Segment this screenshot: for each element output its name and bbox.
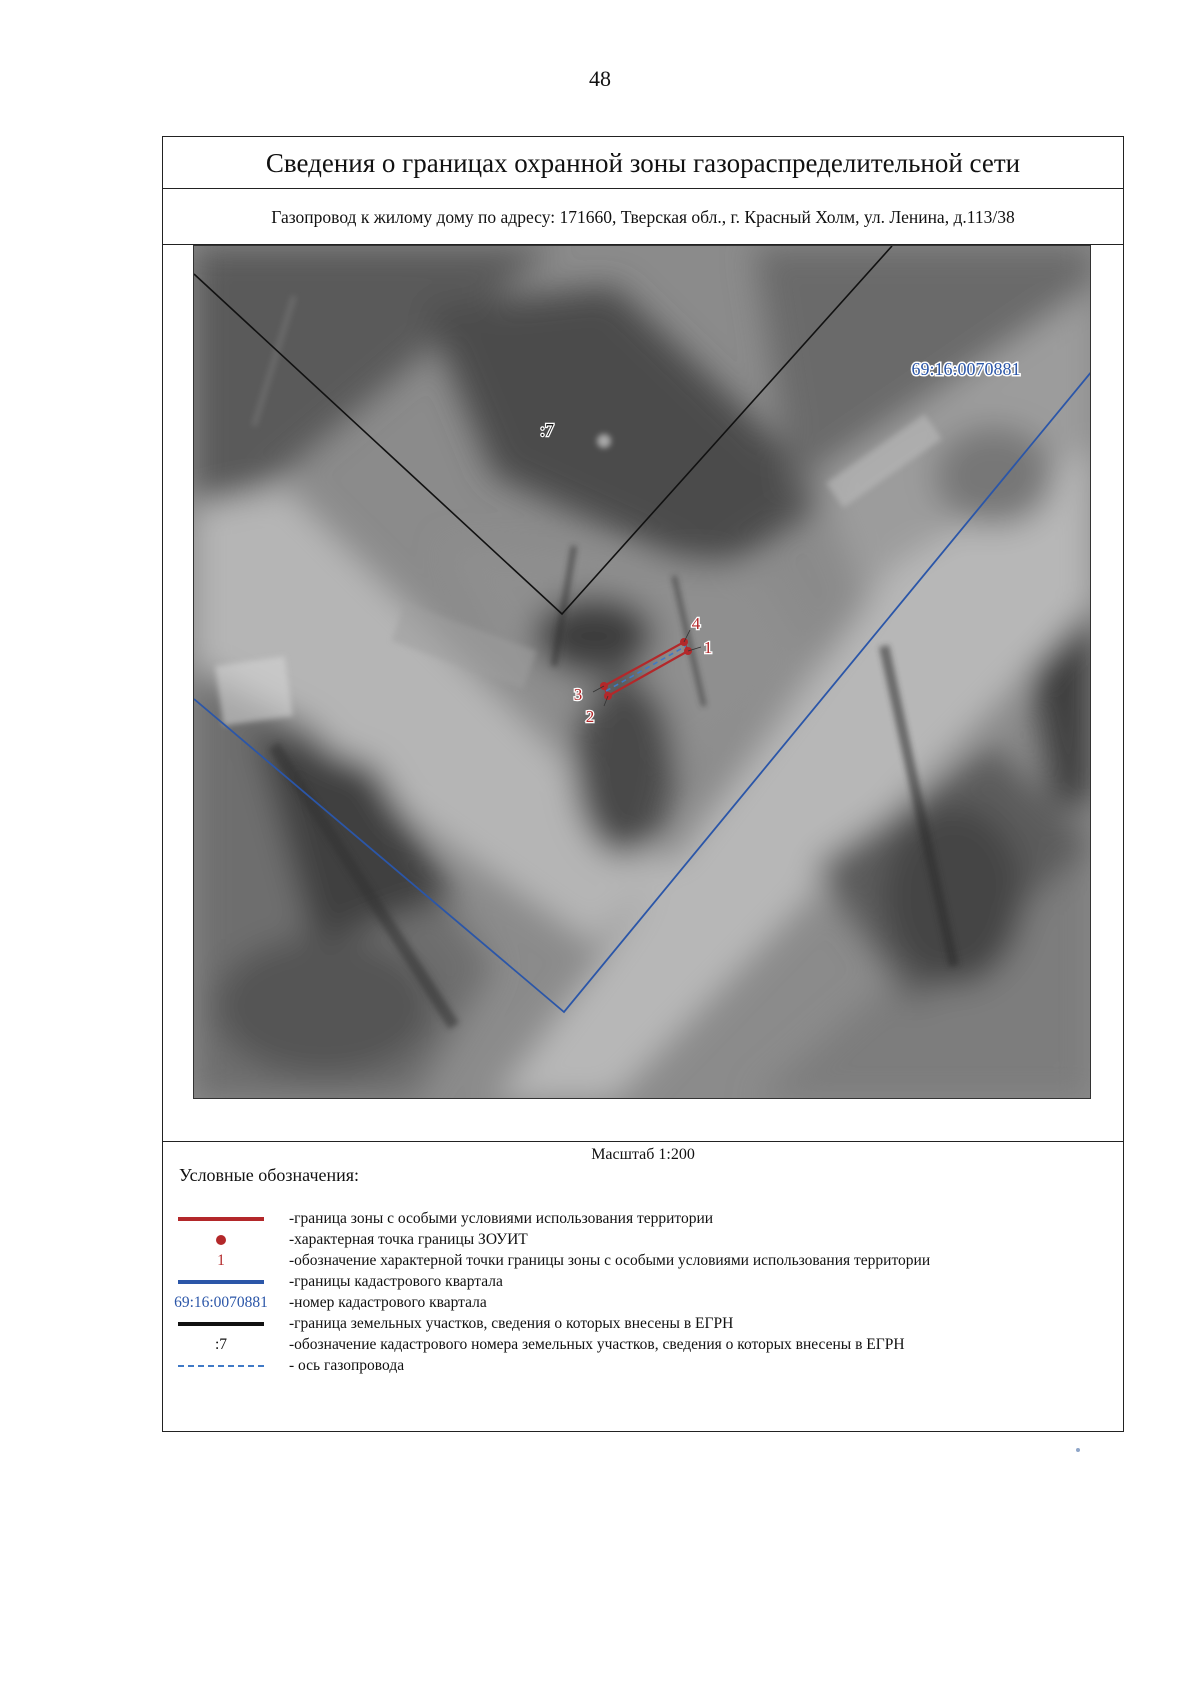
legend-symbol-blue-text: 69:16:0070881 [174, 1293, 268, 1311]
map-bottom-rule [163, 1141, 1123, 1142]
legend-symbol-dashed-line [171, 1355, 271, 1376]
legend-text: -обозначение характерной точки границы зоны с особыми условиями использования территории [289, 1252, 931, 1269]
legend-symbol-blue-line [171, 1271, 271, 1292]
legend-symbol-red-dot [171, 1229, 271, 1250]
legend-symbol-red-number: 1 [217, 1251, 225, 1269]
legend-text: -границы кадастрового квартала [289, 1273, 503, 1290]
zone-point-label-4: 4 [691, 614, 701, 633]
zone-point-label-2: 2 [585, 707, 595, 726]
legend-item-parcel-boundary [163, 1313, 1123, 1334]
legend-item-zone-point [163, 1229, 1123, 1250]
document-frame [162, 136, 1124, 1432]
legend-item-quarter-number [163, 1292, 1123, 1313]
zone-point-label-3: 3 [573, 685, 583, 704]
legend-symbol-black-line [171, 1313, 271, 1334]
quarter-number-label: 69:16:0070881 [911, 359, 1021, 379]
legend-item-quarter-boundary [163, 1271, 1123, 1292]
legend-text: -граница земельных участков, сведения о которых внесены в ЕГРН [289, 1315, 734, 1332]
document-subtitle: Газопровод к жилому дому по адресу: 171660, Тверская обл., г. Красный Холм, ул. Ленина, д.113/38 [163, 189, 1123, 245]
legend-symbol-red-line [171, 1208, 271, 1229]
legend-item-zone-boundary [163, 1208, 1123, 1229]
legend-text: - ось газопровода [289, 1357, 405, 1374]
legend-text: -номер кадастрового квартала [289, 1294, 487, 1311]
legend-text: -характерная точка границы ЗОУИТ [289, 1231, 528, 1248]
legend-item-parcel-number [163, 1334, 1123, 1355]
legend-symbol-black-text: :7 [214, 1335, 228, 1353]
legend-text: -обозначение кадастрового номера земельных участков, сведения о которых внесены в ЕГРН [289, 1336, 905, 1353]
page-number: 48 [589, 66, 611, 91]
legend-item-point-label [163, 1250, 1123, 1271]
document-title: Сведения о границах охранной зоны газораспределительной сети [163, 137, 1123, 189]
parcel-number-label: :7 [539, 420, 555, 440]
map-scale: Масштаб 1:200 [591, 1146, 695, 1163]
zone-point-label-1: 1 [703, 638, 713, 657]
legend-text: -граница зоны с особыми условиями использования территории [289, 1210, 714, 1227]
stray-mark [1076, 1448, 1080, 1452]
map-view[interactable] [193, 245, 1091, 1099]
map-canvas [194, 246, 1091, 1099]
legend-title: Условные обозначения: [179, 1165, 360, 1185]
legend-item-pipeline-axis [163, 1355, 1123, 1376]
